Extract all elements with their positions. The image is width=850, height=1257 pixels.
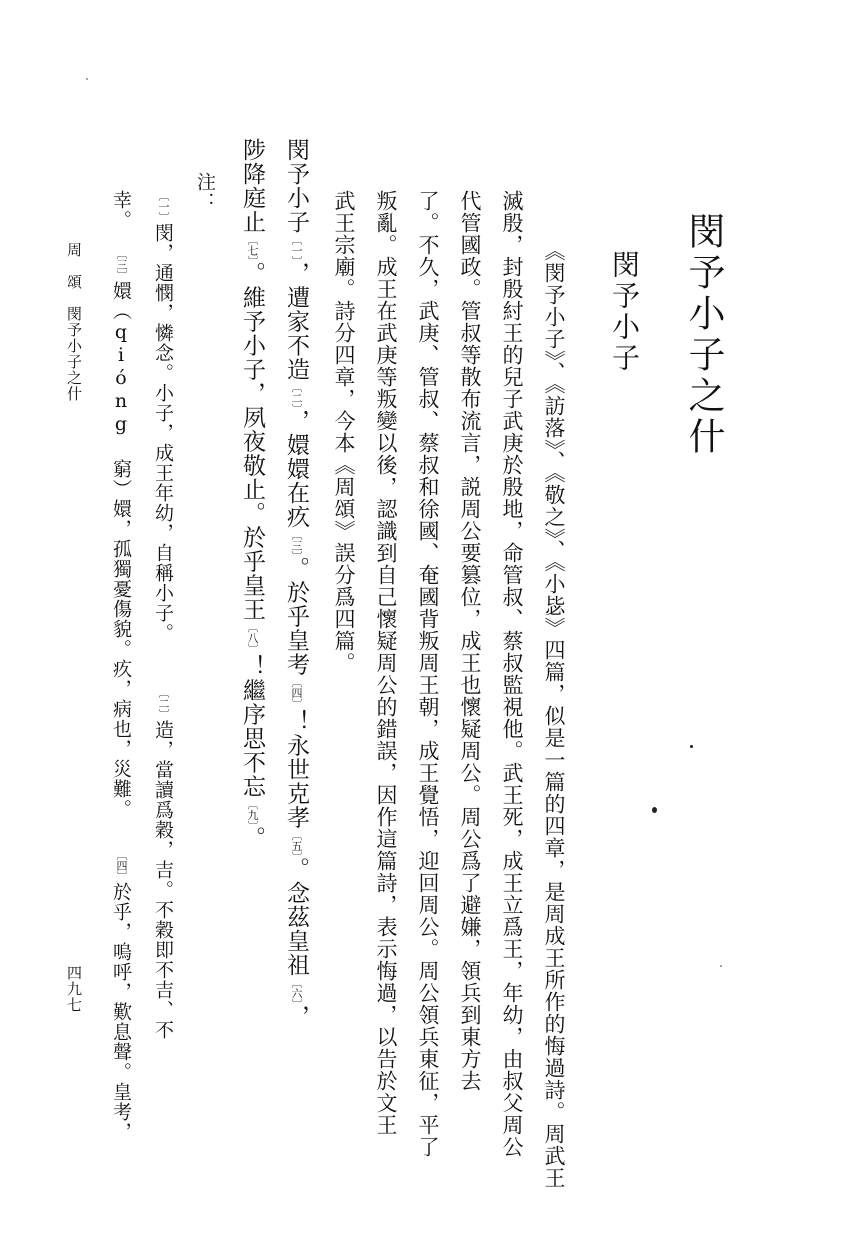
intro-line-4: 了。不久，武庚、管叔、蔡叔和徐國、奄國背叛周王朝，成王覺悟，迎回周公。周公領兵東征，平了 [416,190,440,1158]
poem-line-1: 閔予小子〔一〕，遭家不造〔二〕，嬛嬛在疚〔三〕。於乎皇考〔四〕！永世克孝〔五〕。念茲皇祖〔六〕， [283,138,309,1029]
note-number: 〔一〕 [157,190,170,223]
note-ref: 〔八〕 [246,621,259,655]
intro-line-1: 《閔予小子》、《訪落》、《敬之》、《小毖》四篇，似是一篇的四章，是周成王所作的悔過詩。周武王 [542,240,566,1189]
intro-line-2: 滅殷，封殷紂王的兒子武庚於殷地，命管叔、蔡叔監視他。武王死，成王立爲王，年幼，由叔父周公 [500,190,524,1158]
intro-line-6: 武王宗廟。詩分四章，今本《周頌》誤分爲四篇。 [332,190,356,674]
poem-line-2: 陟降庭止〔七〕。維予小子，夙夜敬止。於乎皇王〔八〕！繼序思不忘〔九〕。 [239,138,265,850]
note-ref: 〔四〕 [290,676,303,710]
intro-line-5: 叛亂。成王在武庚等叛變以後，認識到自己懷疑周公的錯誤，因作這篇詩，表示悔過，以告於文王 [374,190,398,1136]
note-ref: 〔七〕 [246,234,259,262]
note-ref: 〔九〕 [246,798,259,826]
note-number: 〔三〕 [115,248,128,281]
note-line-2: 幸。〔三〕嬛（qióng 窮）嬛，孤獨憂傷貌。疚，病也，災難。〔四〕於乎，嗚呼，歎息聲。皇考， [110,190,132,1142]
note-number: 〔二〕 [157,687,170,720]
speck-mark [690,745,693,748]
note-ref: 〔六〕 [290,977,303,1005]
running-head: 周 頌 閔予小子之什 [65,242,83,402]
note-ref: 〔五〕 [290,829,303,857]
chapter-title: 閔予小子之什 [682,212,725,458]
section-title: 閔予小子 [608,250,641,374]
note-ref: 〔一〕 [290,234,303,262]
intro-line-3: 代管國政。管叔等散布流言，説周公要篡位，成王也懷疑周公。周公爲了避嫌，領兵到東方去 [458,190,482,1092]
speck-mark [720,965,722,967]
note-ref: 〔二〕 [290,381,303,409]
page-number: 四九七 [65,965,83,1013]
note-number: 〔四〕 [115,849,128,882]
speck-mark [652,807,657,813]
speck-mark [86,78,88,80]
note-line-1: 〔一〕閔，通憫，憐念。小子，成王年幼，自稱小子。〔二〕造，當讀爲穀，吉。不穀即不吉、不 [152,190,174,1040]
note-ref: 〔三〕 [290,529,303,557]
notes-label: 注： [194,172,216,212]
